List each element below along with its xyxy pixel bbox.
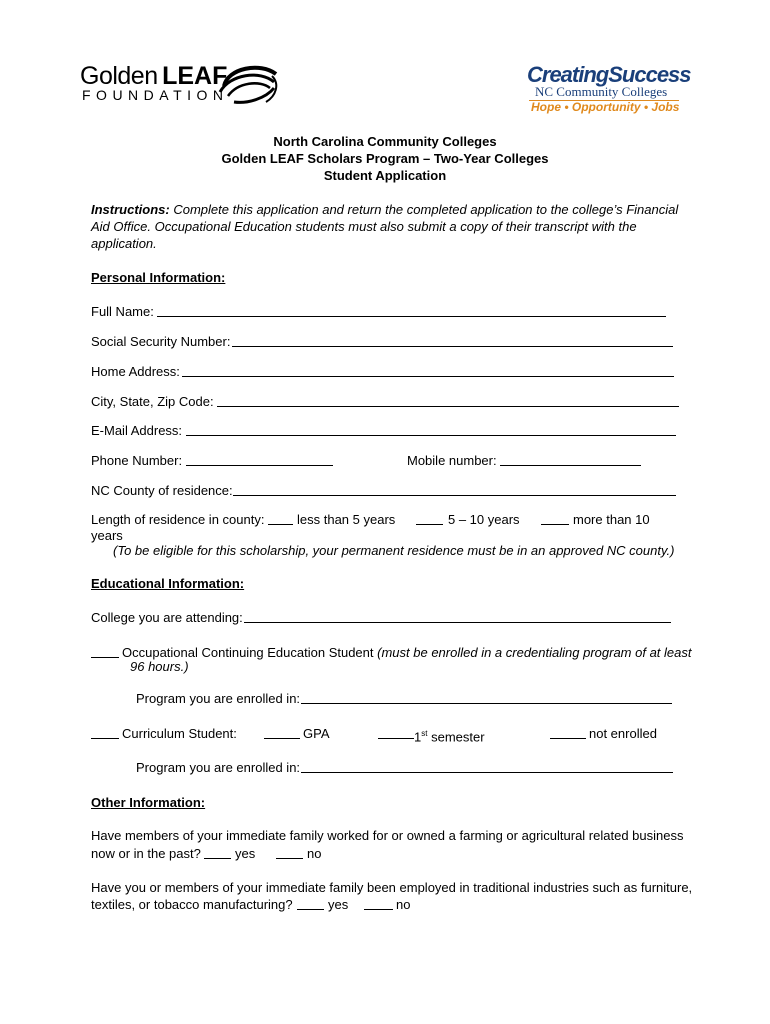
college-label: College you are attending:: [91, 610, 243, 625]
curriculum-blank[interactable]: [91, 738, 119, 739]
county-label: NC County of residence:: [91, 483, 233, 498]
logo-nc-community-colleges: NC Community Colleges: [535, 84, 668, 99]
occupational-note-continued: 96 hours.): [130, 659, 189, 674]
personal-info-heading: Personal Information:: [91, 270, 226, 285]
phone-label: Phone Number:: [91, 453, 183, 468]
occupational-label: Occupational Continuing Education Student: [122, 645, 374, 660]
first-semester-label: 1st semester: [414, 729, 485, 745]
educational-info-heading: Educational Information:: [91, 576, 245, 591]
other-info-heading: Other Information:: [91, 795, 206, 810]
ssn-field[interactable]: [232, 346, 673, 347]
email-label: E-Mail Address:: [91, 423, 183, 438]
question-1-line-2: now or in the past?: [91, 846, 201, 861]
question-2-line-1: Have you or members of your immediate family been employed in traditional industries such as furniture,: [91, 880, 693, 895]
logo-word-golden: Golden: [80, 62, 158, 90]
ssn-label: Social Security Number:: [91, 334, 231, 349]
full-name-label: Full Name:: [91, 304, 154, 319]
program-label-2: Program you are enrolled in:: [136, 760, 301, 775]
instructions-line-1: Instructions: Complete this application and return the completed application to the college’s Financial: [91, 202, 679, 217]
email-field[interactable]: [186, 435, 676, 436]
header-line-3: Student Application: [323, 168, 447, 183]
q1-no-blank[interactable]: [276, 858, 303, 859]
q1-yes-label: yes: [235, 846, 256, 861]
city-state-zip-label: City, State, Zip Code:: [91, 394, 214, 409]
home-address-label: Home Address:: [91, 364, 180, 379]
instructions-line-2: Aid Office. Occupational Education students must also submit a copy of their transcript with the: [91, 219, 637, 234]
eligibility-note: (To be eligible for this scholarship, your permanent residence must be in an approved NC county.): [113, 543, 675, 558]
more-than-10-continued: years: [91, 528, 123, 543]
first-semester-blank[interactable]: [378, 738, 414, 739]
phone-field[interactable]: [186, 465, 333, 466]
q2-yes-label: yes: [328, 897, 349, 912]
college-field[interactable]: [244, 622, 671, 623]
mobile-label: Mobile number:: [407, 453, 497, 468]
instructions-label: Instructions:: [91, 202, 170, 217]
5-10-years-option: 5 – 10 years: [448, 512, 520, 527]
creating-success-logo: [527, 62, 691, 114]
less-than-5-option: less than 5 years: [297, 512, 396, 527]
logo-creating-success-title: CreatingSuccess: [527, 62, 691, 87]
logo-tagline: Hope • Opportunity • Jobs: [531, 100, 680, 114]
header-line-1: North Carolina Community Colleges: [273, 134, 497, 149]
instructions-line-3: application.: [91, 236, 157, 251]
city-state-zip-field[interactable]: [217, 406, 679, 407]
program-field-2[interactable]: [301, 772, 673, 773]
golden-leaf-logo: [80, 62, 280, 107]
full-name-field[interactable]: [157, 316, 666, 317]
occupational-student-line: [122, 645, 691, 661]
logo-word-foundation: FOUNDATION: [82, 87, 229, 103]
home-address-field[interactable]: [182, 376, 674, 377]
program-field-1[interactable]: [301, 703, 672, 704]
not-enrolled-label: not enrolled: [589, 726, 657, 741]
county-field[interactable]: [233, 495, 676, 496]
program-label-1: Program you are enrolled in:: [136, 691, 301, 706]
more-than-10-option: more than 10: [573, 512, 650, 527]
gpa-blank[interactable]: [264, 738, 300, 739]
question-1-line-1: Have members of your immediate family worked for or owned a farming or agricultural related business: [91, 828, 684, 843]
q1-no-label: no: [307, 846, 322, 861]
occupational-blank[interactable]: [91, 657, 119, 658]
5-10-years-blank[interactable]: [416, 524, 443, 525]
header-line-2: Golden LEAF Scholars Program – Two-Year Colleges: [221, 151, 549, 166]
q2-no-label: no: [396, 897, 411, 912]
gpa-label: GPA: [303, 726, 330, 741]
q1-yes-blank[interactable]: [204, 858, 231, 859]
more-than-10-blank[interactable]: [541, 524, 569, 525]
not-enrolled-blank[interactable]: [550, 738, 586, 739]
question-2-line-2: textiles, or tobacco manufacturing?: [91, 897, 293, 912]
q2-no-blank[interactable]: [364, 909, 393, 910]
occupational-note: (must be enrolled in a credentialing program of at least: [377, 645, 692, 660]
mobile-field[interactable]: [500, 465, 641, 466]
length-residence-label: Length of residence in county:: [91, 512, 265, 527]
q2-yes-blank[interactable]: [297, 909, 324, 910]
less-than-5-blank[interactable]: [268, 524, 293, 525]
logo-word-leaf: LEAF: [162, 62, 228, 90]
curriculum-label: Curriculum Student:: [122, 726, 237, 741]
swirl-leaf-icon: [214, 62, 280, 106]
